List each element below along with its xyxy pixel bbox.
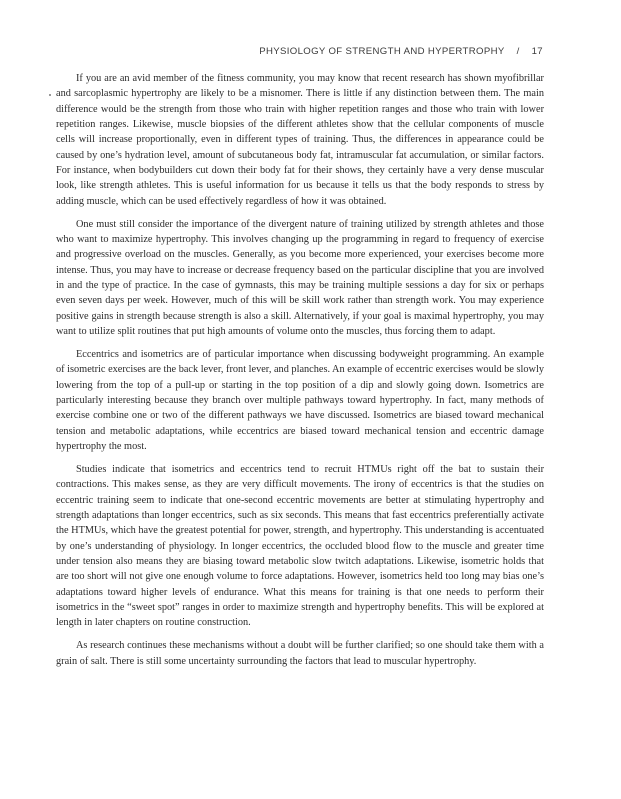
body-text — [56, 71, 544, 677]
paragraph-4: Studies indicate that isometrics and eccentrics tend to recruit HTMUs right off the bat to sustain their contractions. This makes sense, as they are very difficult movements. The irony of eccentrics is that the studies on eccentric training seem to indicate that one-second eccentric movements are better at stimulating hypertrophy and strength adaptations than longer eccentrics, such as six seconds. This means that fast eccentrics preferentially activate the HTMUs, which have the greatest potential for power, strength, and hypertrophy. This understanding is accentuated by one’s understanding of physiology. In longer eccentrics, the occluded blood flow to the muscle and greater time under tension also means they are biasing toward metabolic slow twitch adaptations. Likewise, isometric holds that are too short will not give one enough volume to force adaptations. However, isometrics held too long may bias one’s adaptations toward higher levels of endurance. What this means for training is that one needs to perform their isometrics in the “sweet spot” ranges in order to maximize strength and hypertrophy benefits. This will be explored at length in later chapters on routine construction. — [56, 464, 544, 629]
scan-speck — [49, 94, 51, 96]
paragraph-3: Eccentrics and isometrics are of particular importance when discussing bodyweight programming. An example of isometric exercises are the back lever, front lever, and planches. An example of eccentric exercises would be slowly lowering from the top of a pull-up or starting in the top position of a dip and slowly going down. Isometrics are particularly interesting because they branch over multiple pathways toward hypertrophy. In fact, many methods of exercise combine one or two of the different pathways we have discussed. Isometrics are biased toward mechanical tension and metabolic adaptations, while eccentrics are biased toward mechanical tension and eccentric damage hypertrophy the most. — [56, 349, 544, 453]
header-separator: / — [516, 46, 520, 57]
paragraph-2: One must still consider the importance of the divergent nature of training utilized by strength athletes and those who want to maximize hypertrophy. This involves changing up the programming in regard to frequency of exercise and progressive overload on the muscles. Generally, as you become more experienced, your exercises become more intense. Thus, you may have to increase or decrease frequency based on the particular discipline that you are involved in and the type of practice. In the case of gymnasts, this may be training multiple sessions a day for six or perhaps even seven days per week. However, much of this will be skill work rather than strength work. You may experience positive gains in strength because strength is also a skill. Alternatively, if your goal is maximal hypertrophy, you may want to utilize split routines that put high amounts of volume onto the muscles, thus forcing them to adapt. — [56, 218, 544, 338]
running-header — [259, 46, 543, 57]
paragraph-5: As research continues these mechanisms without a doubt will be further clarified; so one should take them with a grain of salt. There is still some uncertainty surrounding the factors that lead to muscular hypertrophy. — [56, 640, 544, 667]
paragraph-1: If you are an avid member of the fitness community, you may know that recent research has shown myofibrillar and sarcoplasmic hypertrophy are likely to be a misnomer. There is little if any distinction between them. The main difference would be the strength from those who train with higher repetition ranges and those who train with lower repetition ranges. Likewise, muscle biopsies of the different athletes show that the cellular components of muscle cells will increase proportionally, even in different types of training. Thus, the differences in appearance could be caused by one’s hydration level, amount of subcutaneous body fat, intramuscular fat accumulation, or similar factors. For instance, when bodybuilders cut down their body fat for their shows, they certainly have a very dense muscular look, like strength athletes. This is useful information for us because it tells us that the body responds to stress by adding muscle, which can be used effectively regardless of how it was obtained. — [56, 73, 544, 207]
page-number: 17 — [531, 46, 543, 57]
running-title: PHYSIOLOGY OF STRENGTH AND HYPERTROPHY — [259, 46, 505, 57]
